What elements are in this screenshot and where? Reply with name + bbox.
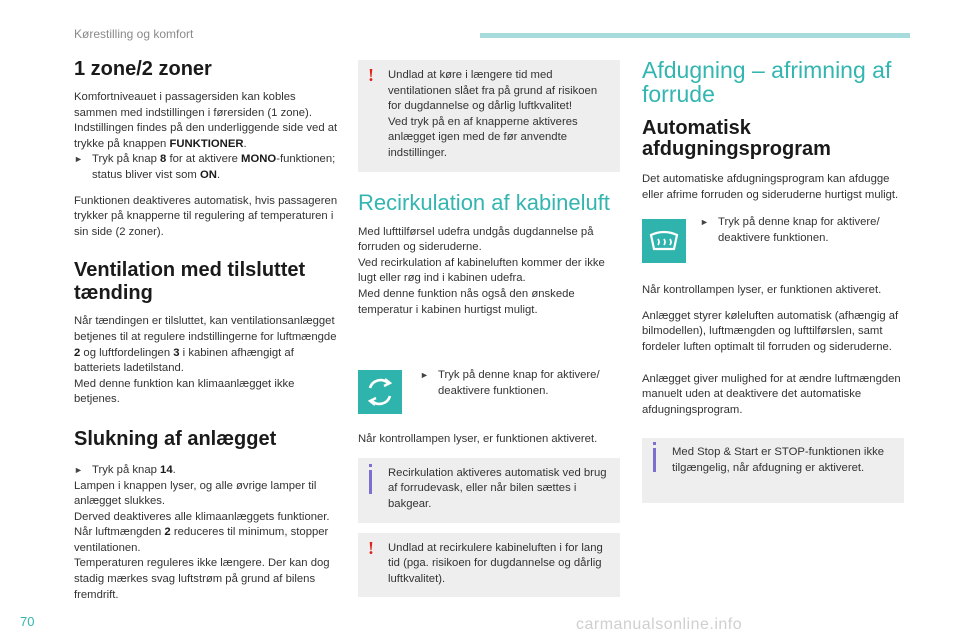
- info-icon: [369, 470, 372, 494]
- recirc-lamp-text: Når kontrollampen lyser, er funktionen aktiveret.: [358, 433, 598, 446]
- watermark: carmanualsonline.info: [576, 616, 743, 633]
- info-box-stop-start: [642, 438, 904, 502]
- recirc-bullet: ► Tryk på denne knap for aktivere/ deaktivere funktionen.: [420, 369, 600, 397]
- column-middle: [358, 60, 620, 597]
- windscreen-defrost-button[interactable]: [642, 219, 686, 263]
- zones-paragraph: Komfortniveauet i passagersiden kan kobles sammen med indstillingen i førersiden (1 zone). Indstillingen findes på den underliggende side ved at trykke på knappen FUNKTIONER.: [74, 91, 338, 150]
- recirculation-icon: [358, 370, 402, 414]
- recirc-button-row: [358, 368, 620, 432]
- warning-icon: !: [368, 65, 374, 85]
- shutdown-paragraph-2: Derved deaktiveres alle klimaanlæggets funktioner.: [74, 510, 330, 523]
- warning-box-recirculation: [358, 533, 620, 598]
- triangle-bullet-icon: ►: [420, 370, 429, 381]
- auto-defog-paragraph-3: Anlægget giver mulighed for at ændre luftmængden manuelt uden at deaktivere det automatiske afdugningsprogram.: [642, 372, 901, 416]
- warning-box-ventilation: [358, 60, 620, 172]
- zones-bullet: ► Tryk på knap 8 for at aktivere MONO-funktionen; status bliver vist som ON.: [74, 153, 336, 181]
- zones-paragraph-2: Funktionen deaktiveres automatisk, hvis passageren trykker på knapperne til regulering af temperaturen i sin side (2 zoner).: [74, 194, 338, 238]
- recirc-paragraph-1: Med lufttilførsel udefra undgås dugdannelse på forruden og sideruderne.: [358, 225, 594, 254]
- section-title-defog: Afdugning – afrimning af forrude: [642, 57, 892, 107]
- header-accent-bar: [480, 33, 910, 38]
- warning-icon: !: [368, 537, 374, 558]
- windscreen-defrost-icon: [642, 219, 686, 263]
- section-title-zones: 1 zone/2 zoner: [74, 58, 212, 80]
- recirc-paragraph-3: Med denne funktion nås også den ønskede temperatur i kabinen hurtigst muligt.: [358, 287, 575, 316]
- triangle-bullet-icon: ►: [700, 217, 709, 228]
- chapter-title: Kørestilling og komfort: [74, 27, 194, 41]
- info-icon: [653, 448, 656, 472]
- shutdown-bullet: ► Tryk på knap 14.: [74, 463, 342, 479]
- info-box-recirculation: [358, 458, 620, 523]
- page-number: 70: [20, 614, 35, 629]
- info-text-2: Med Stop & Start er STOP-funktionen ikke tilgængelig, når afdugning er aktiveret.: [672, 446, 885, 474]
- triangle-bullet-icon: ►: [74, 154, 83, 165]
- warning-text-2: Ved tryk på en af knapperne aktiveres anlægget igen med de før anvendte indstillinger.: [388, 115, 578, 159]
- ventilation-paragraph-2: Med denne funktion kan klimaanlægget ikke betjenes.: [74, 377, 295, 406]
- section-title-shutdown: Slukning af anlægget: [74, 427, 277, 450]
- auto-defog-paragraph-2: Anlægget styrer køleluften automatisk (afhængig af bilmodellen), luftmængden og lufttilførslen, samt fordeler luften optimalt til forruden og sideruderne.: [642, 309, 899, 353]
- info-text: Recirkulation aktiveres automatisk ved brug af forrudevask, eller når bilen sættes i bakgear.: [388, 466, 607, 510]
- warning-text-3: Undlad at recirkulere kabineluften i for lang tid (pga. risikoen for dugdannelse og dårlig luftkvalitet).: [388, 541, 603, 585]
- defrost-button-row: [642, 215, 904, 273]
- defrost-bullet: ► Tryk på denne knap for aktivere/ deaktivere funktionen.: [700, 216, 880, 244]
- shutdown-paragraph: Lampen i knappen lyser, og alle øvrige lamper til anlægget slukkes.: [74, 479, 317, 508]
- auto-defog-paragraph-1: Det automatiske afdugningsprogram kan afdugge eller afrime forruden og sideruderne hurtigst muligt.: [642, 173, 899, 201]
- section-title-auto-defog: Automatisk afdugningsprogram: [642, 117, 831, 160]
- recirculation-button[interactable]: [358, 370, 402, 414]
- column-left: [74, 56, 342, 603]
- triangle-bullet-icon: ►: [74, 464, 83, 475]
- section-title-recirculation: Recirkulation af kabineluft: [358, 189, 610, 215]
- section-title-ventilation: Ventilation med tilsluttet tænding: [74, 259, 306, 305]
- ventilation-paragraph: Når tændingen er tilsluttet, kan ventilationsanlægget betjenes til at regulere indstillingerne for luftmængde 2 og luftfordelingen 3 i kabinen afhængigt af batteriets ladetilstand.: [74, 315, 337, 375]
- warning-text: Undlad at køre i længere tid med ventilationen slået fra på grund af risikoen for dugdannelse og dårlig luftkvalitet!: [388, 69, 598, 113]
- recirc-paragraph-2: Ved recirkulation af kabineluften kommer der ikke lugt eller røg ind i kabinen udefra.: [358, 256, 605, 285]
- shutdown-paragraph-3: Når luftmængden 2 reduceres til minimum, stopper ventilationen.: [74, 526, 329, 554]
- column-right: [642, 58, 904, 503]
- auto-defog-lamp-text: Når kontrollampen lyser, er funktionen aktiveret.: [642, 284, 882, 297]
- shutdown-paragraph-4: Temperaturen reguleres ikke længere. Der kan dog stadig mærkes svag luftstrøm på grund af bilens fremdrift.: [74, 557, 330, 601]
